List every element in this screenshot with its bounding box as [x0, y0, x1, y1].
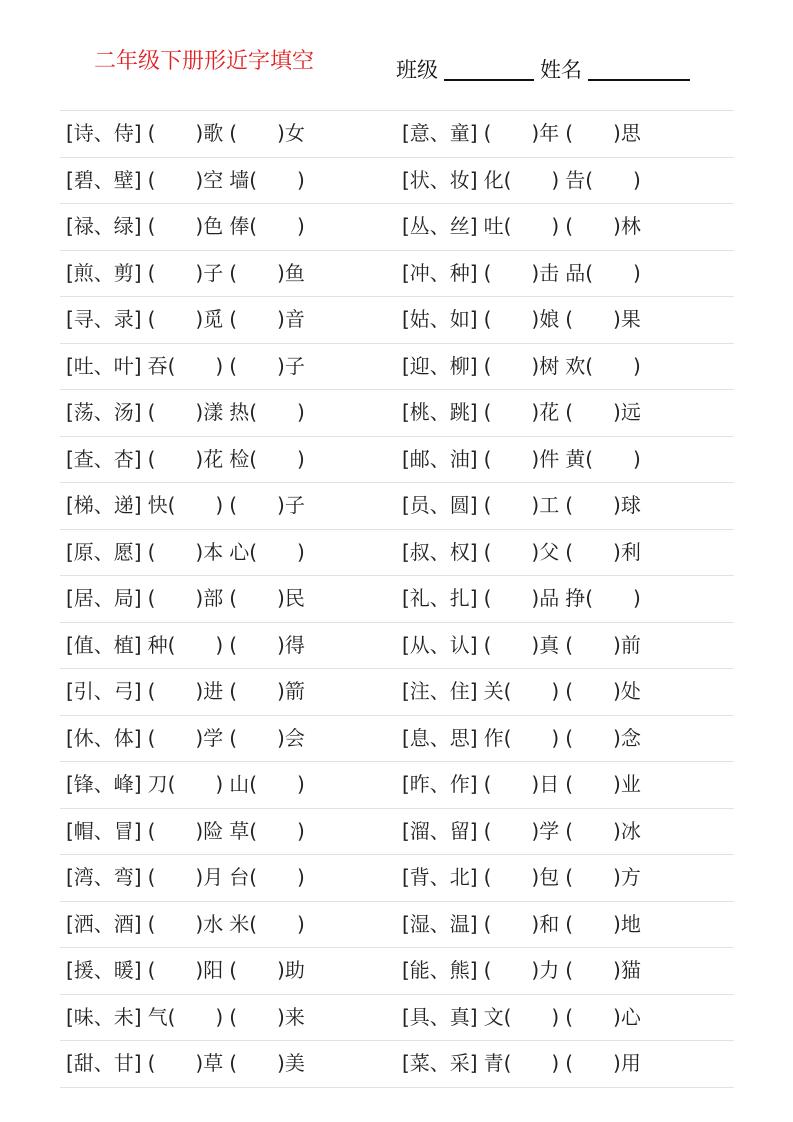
- exercise-item-left: [66, 344, 305, 390]
- exercise-item-left: [66, 297, 305, 343]
- exercise-item-right: [402, 716, 641, 762]
- fill-blank-word[interactable]: 挣( ): [565, 586, 641, 610]
- exercise-item-right: [402, 344, 641, 390]
- exercise-row: [60, 809, 734, 856]
- character-pair: [湾、弯]: [66, 865, 142, 889]
- exercise-item-left: [66, 762, 305, 808]
- fill-blank-word[interactable]: ( )来: [229, 1004, 305, 1029]
- fill-blank-word[interactable]: ( )处: [565, 679, 641, 703]
- fill-blank-word[interactable]: 种( ): [147, 632, 224, 657]
- character-pair: [帽、冒]: [66, 818, 142, 843]
- fill-blank-word[interactable]: ( )球: [565, 493, 641, 517]
- character-pair: [具、真]: [402, 1004, 478, 1029]
- exercise-item-left: [66, 204, 305, 250]
- character-pair: [居、局]: [66, 586, 142, 610]
- exercise-item-right: [402, 390, 641, 436]
- fill-blank-word[interactable]: ( )地: [565, 911, 641, 936]
- class-label: 班级: [396, 58, 438, 82]
- fill-blank-word[interactable]: 欢( ): [565, 353, 641, 378]
- fill-blank-word[interactable]: ( )漾: [147, 400, 224, 424]
- character-pair: [值、植]: [66, 632, 142, 657]
- exercise-row: [60, 762, 734, 809]
- fill-blank-word[interactable]: ( )音: [229, 307, 305, 331]
- fill-blank-word[interactable]: ( )业: [565, 772, 641, 796]
- character-pair: [诗、侍]: [66, 121, 142, 145]
- fill-blank-word[interactable]: 台( ): [229, 865, 305, 889]
- character-pair: [姑、如]: [402, 307, 478, 331]
- fill-blank-word[interactable]: 吞( ): [147, 353, 224, 378]
- character-pair: [注、住]: [402, 679, 478, 703]
- exercise-row: [60, 948, 734, 995]
- fill-blank-word[interactable]: 品( ): [565, 260, 641, 285]
- exercise-row: [60, 902, 734, 949]
- character-pair: [叔、权]: [402, 539, 478, 564]
- exercise-item-left: [66, 1041, 305, 1087]
- exercise-item-left: [66, 483, 305, 529]
- fill-blank-word[interactable]: ( )工: [483, 493, 560, 517]
- exercise-item-left: [66, 948, 305, 994]
- fill-blank-word[interactable]: ( )包: [483, 865, 560, 889]
- character-pair: [休、体]: [66, 725, 142, 750]
- exercise-item-left: [66, 390, 305, 436]
- fill-blank-word[interactable]: 刀( ): [147, 772, 224, 796]
- character-pair: [能、熊]: [402, 958, 478, 982]
- fill-blank-word[interactable]: ( )学: [483, 818, 560, 843]
- exercise-item-left: [66, 530, 305, 576]
- exercise-item-left: [66, 669, 305, 715]
- fill-blank-word[interactable]: ( )空: [147, 167, 224, 192]
- fill-blank-word[interactable]: ( )用: [565, 1051, 641, 1075]
- fill-blank-word[interactable]: 山( ): [229, 772, 305, 796]
- exercise-item-left: [66, 855, 305, 901]
- exercise-item-right: [402, 1041, 641, 1087]
- exercise-item-left: [66, 437, 305, 483]
- class-blank-line[interactable]: [444, 59, 534, 81]
- fill-blank-word[interactable]: ( )进: [147, 679, 224, 703]
- character-pair: [迎、柳]: [402, 353, 478, 378]
- exercise-item-right: [402, 762, 641, 808]
- fill-blank-word[interactable]: ( )利: [565, 539, 641, 564]
- fill-blank-word[interactable]: ( )月: [147, 865, 224, 889]
- fill-blank-word[interactable]: ( )险: [147, 818, 224, 843]
- fill-blank-word[interactable]: ( )子: [229, 353, 305, 378]
- character-pair: [锋、峰]: [66, 772, 142, 796]
- exercise-row: [60, 204, 734, 251]
- character-pair: [菜、采]: [402, 1051, 478, 1075]
- character-pair: [丛、丝]: [402, 214, 478, 238]
- exercise-row: [60, 437, 734, 484]
- fill-blank-word[interactable]: ( )花: [483, 400, 560, 424]
- fill-blank-word[interactable]: ( )年: [483, 121, 560, 145]
- fill-blank-word[interactable]: ( )学: [147, 725, 224, 750]
- fill-blank-word[interactable]: ( )子: [229, 493, 305, 517]
- fill-blank-word[interactable]: ( )歌: [147, 121, 224, 145]
- fill-blank-word[interactable]: ( )觅: [147, 307, 224, 331]
- exercise-item-right: [402, 297, 641, 343]
- fill-blank-word[interactable]: ( )树: [483, 353, 560, 378]
- exercise-item-right: [402, 623, 641, 669]
- fill-blank-word[interactable]: 化( ): [483, 167, 560, 192]
- exercise-row: [60, 716, 734, 763]
- character-pair: [吐、叶]: [66, 353, 142, 378]
- worksheet-title: 二年级下册形近字填空: [94, 49, 315, 74]
- fill-blank-word[interactable]: ( )思: [565, 121, 641, 145]
- exercise-row: [60, 576, 734, 623]
- exercise-item-right: [402, 902, 641, 948]
- fill-blank-word[interactable]: ( )冰: [565, 818, 641, 843]
- fill-blank-word[interactable]: ( )色: [147, 214, 224, 238]
- exercise-item-right: [402, 995, 641, 1041]
- fill-blank-word[interactable]: ( )和: [483, 911, 560, 936]
- exercise-item-right: [402, 437, 641, 483]
- character-pair: [援、暖]: [66, 958, 142, 982]
- fill-blank-word[interactable]: 墙( ): [229, 167, 305, 192]
- fill-blank-word[interactable]: ( )花: [147, 446, 224, 471]
- exercise-item-right: [402, 251, 641, 297]
- character-pair: [礼、扎]: [402, 586, 478, 610]
- fill-blank-word[interactable]: ( )父: [483, 539, 560, 564]
- exercise-table: [60, 110, 734, 1088]
- character-pair: [查、杏]: [66, 446, 142, 471]
- exercise-item-right: [402, 948, 641, 994]
- exercise-item-left: [66, 111, 305, 157]
- fill-blank-word[interactable]: ( )得: [229, 632, 305, 657]
- exercise-row: [60, 251, 734, 298]
- character-pair: [从、认]: [402, 632, 478, 657]
- fill-blank-word[interactable]: ( )部: [147, 586, 224, 610]
- character-pair: [梯、递]: [66, 493, 142, 517]
- exercise-row: [60, 623, 734, 670]
- fill-blank-word[interactable]: 检( ): [229, 446, 305, 471]
- exercise-item-left: [66, 995, 305, 1041]
- fill-blank-word[interactable]: 心( ): [229, 539, 305, 564]
- exercise-item-right: [402, 158, 641, 204]
- fill-blank-word[interactable]: 热( ): [229, 400, 305, 424]
- fill-blank-word[interactable]: 告( ): [565, 167, 641, 192]
- fill-blank-word[interactable]: ( )力: [483, 958, 560, 982]
- fill-blank-word[interactable]: 快( ): [147, 493, 224, 517]
- exercise-row: [60, 669, 734, 716]
- exercise-item-right: [402, 855, 641, 901]
- exercise-row: [60, 158, 734, 205]
- fill-blank-word[interactable]: ( )日: [483, 772, 560, 796]
- fill-blank-word[interactable]: ( )箭: [229, 679, 305, 703]
- fill-blank-word[interactable]: ( )助: [229, 958, 305, 982]
- character-pair: [禄、绿]: [66, 214, 142, 238]
- character-pair: [荡、汤]: [66, 400, 142, 424]
- fill-blank-word[interactable]: ( )水: [147, 911, 224, 936]
- exercise-item-left: [66, 902, 305, 948]
- character-pair: [冲、种]: [402, 260, 478, 285]
- fill-blank-word[interactable]: ( )民: [229, 586, 305, 610]
- character-pair: [桃、跳]: [402, 400, 478, 424]
- character-pair: [溜、留]: [402, 818, 478, 843]
- fill-blank-word[interactable]: ( )草: [147, 1051, 224, 1075]
- fill-blank-word[interactable]: 草( ): [229, 818, 305, 843]
- exercise-item-left: [66, 251, 305, 297]
- exercise-item-left: [66, 716, 305, 762]
- exercise-item-left: [66, 623, 305, 669]
- fill-blank-word[interactable]: ( )女: [229, 121, 305, 145]
- exercise-row: [60, 530, 734, 577]
- fill-blank-word[interactable]: ( )鱼: [229, 260, 305, 285]
- exercise-item-right: [402, 204, 641, 250]
- fill-blank-word[interactable]: ( )真: [483, 632, 560, 657]
- fill-blank-word[interactable]: ( )击: [483, 260, 560, 285]
- character-pair: [状、妆]: [402, 167, 478, 192]
- character-pair: [息、思]: [402, 725, 478, 750]
- fill-blank-word[interactable]: ( )子: [147, 260, 224, 285]
- character-pair: [昨、作]: [402, 772, 478, 796]
- exercise-row: [60, 344, 734, 391]
- exercise-item-left: [66, 158, 305, 204]
- fill-blank-word[interactable]: ( )本: [147, 539, 224, 564]
- exercise-item-right: [402, 530, 641, 576]
- fill-blank-word[interactable]: ( )娘: [483, 307, 560, 331]
- character-pair: [背、北]: [402, 865, 478, 889]
- exercise-item-right: [402, 809, 641, 855]
- exercise-row: [60, 855, 734, 902]
- fill-blank-word[interactable]: ( )品: [483, 586, 560, 610]
- fill-blank-word[interactable]: 俸( ): [229, 214, 305, 238]
- character-pair: [甜、甘]: [66, 1051, 142, 1075]
- fill-blank-word[interactable]: ( )猫: [565, 958, 641, 982]
- fill-blank-word[interactable]: 黄( ): [565, 446, 641, 471]
- character-pair: [寻、录]: [66, 307, 142, 331]
- fill-blank-word[interactable]: ( )远: [565, 400, 641, 424]
- character-pair: [引、弓]: [66, 679, 142, 703]
- exercise-item-right: [402, 111, 641, 157]
- fill-blank-word[interactable]: ( )前: [565, 632, 641, 657]
- character-pair: [湿、温]: [402, 911, 478, 936]
- fill-blank-word[interactable]: 青( ): [483, 1051, 560, 1075]
- name-blank-line[interactable]: [588, 59, 690, 81]
- character-pair: [邮、油]: [402, 446, 478, 471]
- exercise-item-right: [402, 483, 641, 529]
- exercise-row: [60, 297, 734, 344]
- fill-blank-word[interactable]: ( )念: [565, 725, 641, 750]
- fill-blank-word[interactable]: 文( ): [483, 1004, 560, 1029]
- fill-blank-word[interactable]: ( )林: [565, 214, 641, 238]
- exercise-item-right: [402, 576, 641, 622]
- character-pair: [煎、剪]: [66, 260, 142, 285]
- fill-blank-word[interactable]: 米( ): [229, 911, 305, 936]
- exercise-row: [60, 995, 734, 1042]
- character-pair: [员、圆]: [402, 493, 478, 517]
- exercise-item-right: [402, 669, 641, 715]
- exercise-item-left: [66, 809, 305, 855]
- character-pair: [原、愿]: [66, 539, 142, 564]
- fill-blank-word[interactable]: ( )会: [229, 725, 305, 750]
- fill-blank-word[interactable]: 吐( ): [483, 214, 560, 238]
- fill-blank-word[interactable]: ( )美: [229, 1051, 305, 1075]
- fill-blank-word[interactable]: ( )心: [565, 1004, 641, 1029]
- student-info: [396, 54, 696, 84]
- fill-blank-word[interactable]: ( )方: [565, 865, 641, 889]
- character-pair: [意、童]: [402, 121, 478, 145]
- exercise-row: [60, 483, 734, 530]
- exercise-row: [60, 390, 734, 437]
- fill-blank-word[interactable]: 作( ): [483, 725, 560, 750]
- character-pair: [洒、酒]: [66, 911, 142, 936]
- character-pair: [味、未]: [66, 1004, 142, 1029]
- exercise-row: [60, 1041, 734, 1088]
- fill-blank-word[interactable]: 气( ): [147, 1004, 224, 1029]
- exercise-row: [60, 111, 734, 158]
- fill-blank-word[interactable]: ( )果: [565, 307, 641, 331]
- name-label: 姓名: [540, 58, 582, 82]
- character-pair: [碧、壁]: [66, 167, 142, 192]
- fill-blank-word[interactable]: ( )件: [483, 446, 560, 471]
- exercise-item-left: [66, 576, 305, 622]
- fill-blank-word[interactable]: ( )阳: [147, 958, 224, 982]
- fill-blank-word[interactable]: 关( ): [483, 679, 560, 703]
